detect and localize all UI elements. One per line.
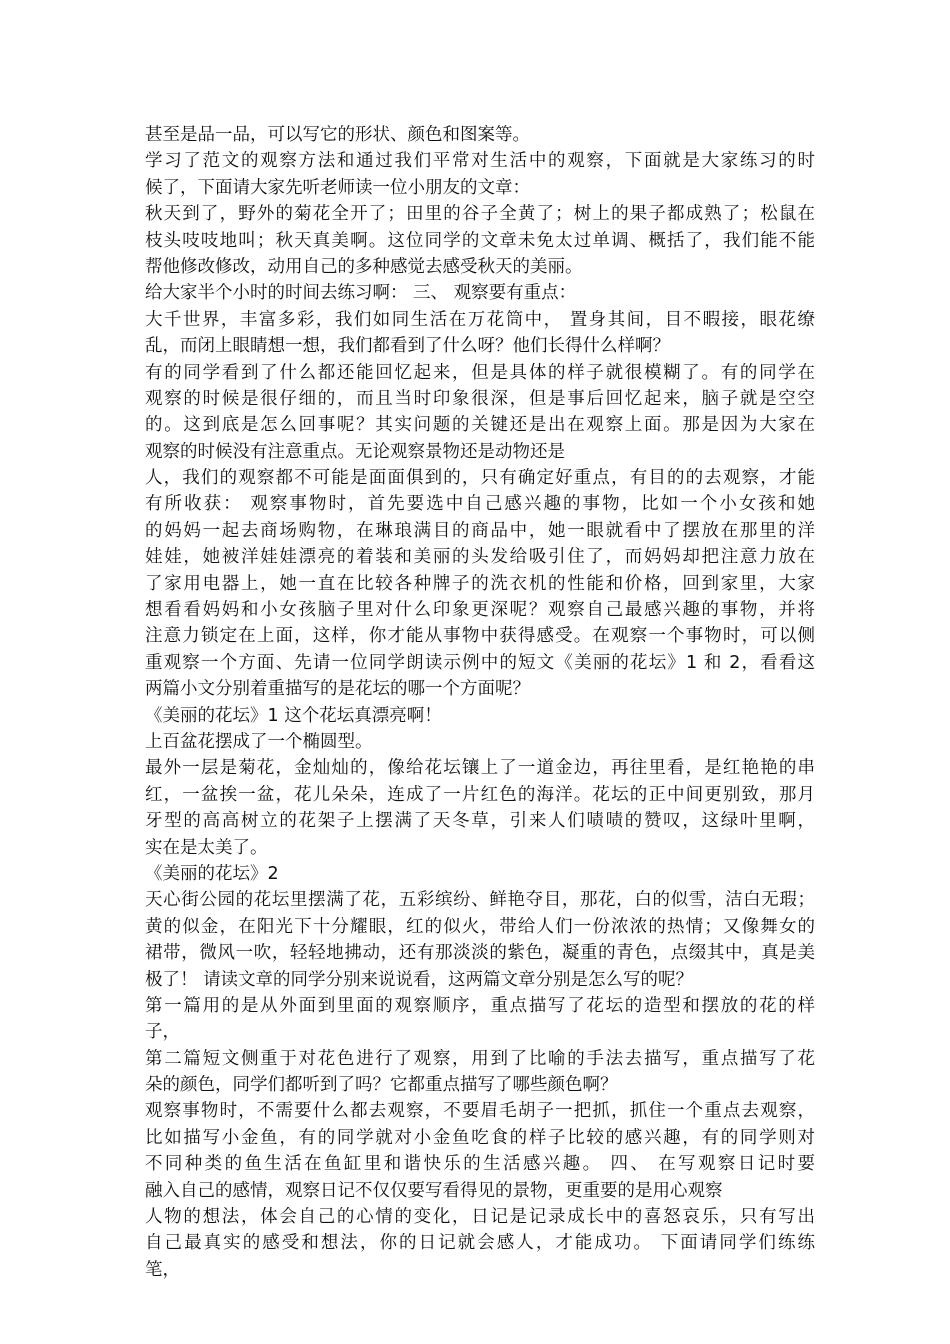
text-line: 笔，	[145, 1259, 180, 1280]
text-line: 第一篇用的是从外面到里面的观察顺序，重点描写了花坛的造型和摆放的花的样	[145, 995, 815, 1016]
text-line: 注意力锁定在上面，这样，你才能从事物中获得感受。在观察一个事物时，可以侧	[145, 626, 815, 647]
text-line: 给大家半个小时的时间去练习啊： 三、 观察要有重点：	[145, 283, 577, 304]
text-line: 裙带，微风一吹，轻轻地拂动，还有那淡淡的紫色，凝重的青色，点缀其中，真是美	[145, 943, 815, 964]
text-line: 甚至是品一品，可以写它的形状、颜色和图案等。	[145, 125, 530, 145]
text-line: 有的同学看到了什么都还能回忆起来，但是具体的样子就很模糊了。有的同学在	[145, 362, 815, 383]
text-line: 不同种类的鱼生活在鱼缸里和谐快乐的生活感兴趣。 四、 在写观察日记时要	[145, 1154, 815, 1175]
text-line: 第二篇短文侧重于对花色进行了观察，用到了比喻的手法去描写，重点描写了花	[145, 1048, 815, 1069]
text-line: 两篇小文分别着重描写的是花坛的哪一个方面呢？	[145, 679, 530, 700]
text-line: 枝头吱吱地叫；秋天真美啊。这位同学的文章未免太过单调、概括了，我们能不能	[145, 230, 815, 251]
text-line: 观察的时候是很仔细的，而且当时印象很深，但是事后回忆起来，脑子就是空空	[145, 388, 815, 409]
text-line: 重观察一个方面、先请一位同学朗读示例中的短文《美丽的花坛》1 和 2，看看这	[145, 652, 815, 673]
text-line: 牙型的高高树立的花架子上摆满了天冬草，引来人们啧啧的赞叹，这绿叶里啊，	[145, 811, 815, 832]
text-line: 想看看妈妈和小女孩脑子里对什么印象更深呢？观察自己最感兴趣的事物，并将	[145, 600, 815, 621]
text-line: 大千世界，丰富多彩，我们如同生活在万花筒中， 置身其间，目不暇接，眼花缭	[145, 309, 815, 330]
text-line: 秋天到了，野外的菊花全开了；田里的谷子全黄了；树上的果子都成熟了；松鼠在	[145, 204, 815, 225]
text-line: 极了！ 请读文章的同学分别来说说看，这两篇文章分别是怎么写的呢？	[145, 969, 694, 990]
text-line: 人物的想法，体会自己的心情的变化，日记是记录成长中的喜怒哀乐，只有写出	[145, 1207, 815, 1228]
text-line: 的妈妈一起去商场购物，在琳琅满目的商品中，她一眼就看中了摆放在那里的洋	[145, 520, 815, 541]
text-line: 帮他修改修改，动用自己的多种感觉去感受秋天的美丽。	[145, 256, 583, 277]
text-line: 娃娃，她被洋娃娃漂亮的着装和美丽的头发给吸引住了，而妈妈却把注意力放在	[145, 547, 815, 568]
text-line: 候了，下面请大家先听老师读一位小朋友的文章：	[145, 177, 530, 198]
text-line: 《美丽的花坛》2	[145, 863, 279, 884]
document-body	[145, 122, 815, 1283]
text-line: 红，一盆挨一盆，花儿朵朵，连成了一片红色的海洋。花坛的正中间更别致，那月	[145, 784, 815, 805]
text-line: 朵的颜色，同学们都听到了吗？它都重点描写了哪些颜色啊？	[145, 1075, 618, 1096]
text-line: 自己最真实的感受和想法，你的日记就会感人，才能成功。 下面请同学们练练	[145, 1233, 815, 1254]
text-line: 观察事物时，不需要什么都去观察，不要眉毛胡子一把抓，抓住一个重点去观察，	[145, 1101, 815, 1122]
text-line: 上百盆花摆成了一个椭圆型。	[145, 731, 373, 752]
text-line: 比如描写小金鱼，有的同学就对小金鱼吃食的样子比较的感兴趣，有的同学则对	[145, 1127, 815, 1148]
text-line: 子，	[145, 1022, 180, 1043]
text-line: 乱，而闭上眼睛想一想，我们都看到了什么呀？他们长得什么样啊？	[145, 336, 670, 357]
text-line: 实在是太美了。	[145, 837, 268, 858]
text-line: 的。这到底是怎么回事呢？其实问题的关键还是出在观察上面。那是因为大家在	[145, 415, 815, 436]
text-line: 人，我们的观察都不可能是面面俱到的，只有确定好重点，有目的的去观察，才能	[145, 468, 815, 489]
text-line: 融入自己的感情，观察日记不仅仅要写看得见的景物，更重要的是用心观察	[145, 1180, 723, 1201]
text-line: 黄的似金，在阳光下十分耀眼，红的似火，带给人们一份浓浓的热情；又像舞女的	[145, 916, 815, 937]
text-line: 《美丽的花坛》1 这个花坛真漂亮啊！	[145, 705, 442, 726]
text-line: 观察的时候没有注意重点。无论观察景物还是动物还是	[145, 441, 565, 462]
text-line: 学习了范文的观察方法和通过我们平常对生活中的观察，下面就是大家练习的时	[145, 151, 815, 172]
text-line: 有所收获： 观察事物时，首先要选中自己感兴趣的事物，比如一个小女孩和她	[145, 494, 815, 515]
text-line: 了家用电器上，她一直在比较各种牌子的洗衣机的性能和价格，回到家里，大家	[145, 573, 815, 594]
text-line: 最外一层是菊花，金灿灿的，像给花坛镶上了一道金边，再往里看，是红艳艳的串	[145, 758, 815, 779]
text-line: 天心街公园的花坛里摆满了花，五彩缤纷、鲜艳夺目，那花，白的似雪，洁白无瑕；	[145, 890, 815, 911]
